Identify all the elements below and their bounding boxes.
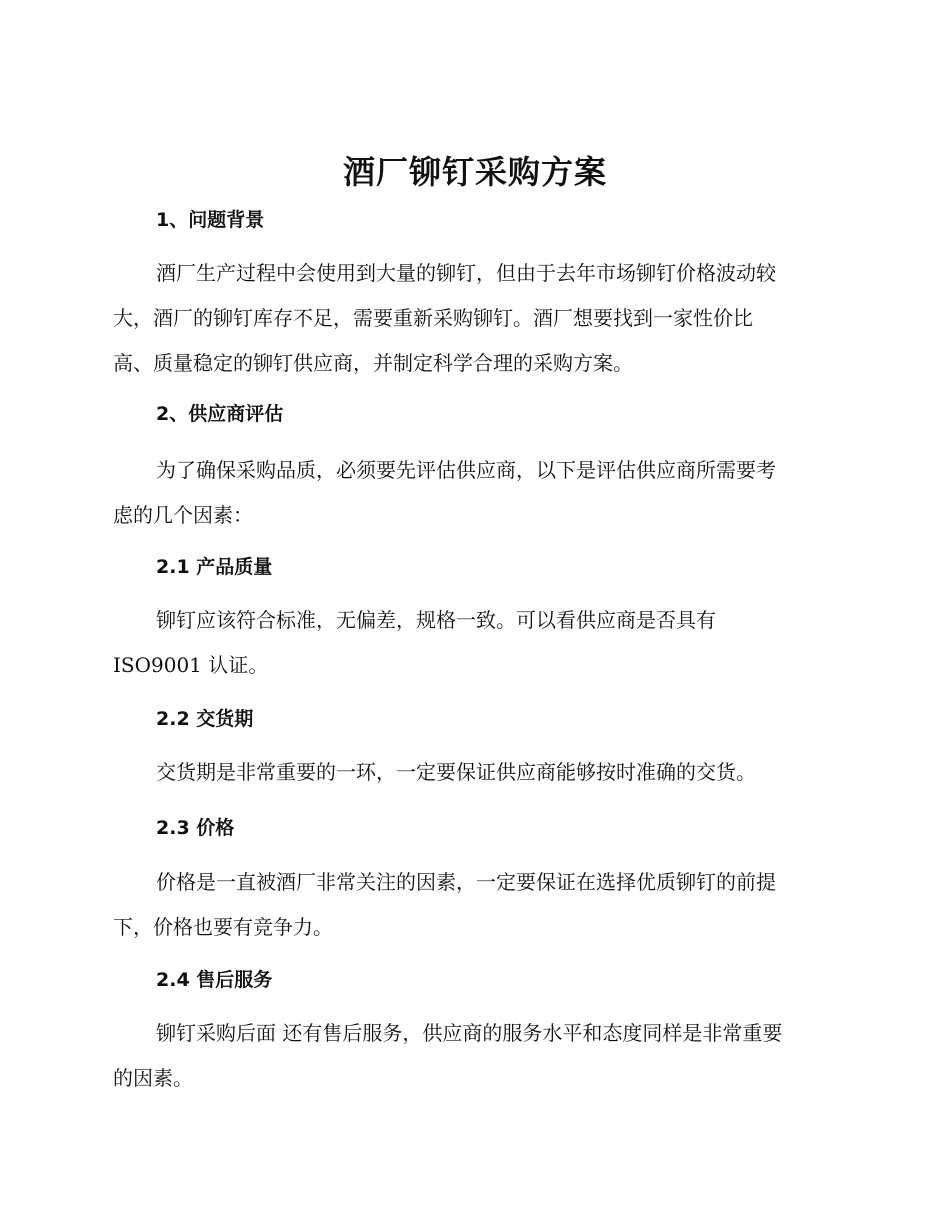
section-heading-problem-background: 1、问题背景	[156, 209, 265, 231]
paragraph-line: 酒厂生产过程中会使用到大量的铆钉，但由于去年市场铆钉价格波动较	[156, 261, 776, 285]
section-heading-supplier-evaluation: 2、供应商评估	[156, 403, 284, 425]
paragraph-line: 铆钉应该符合标准，无偏差，规格一致。可以看供应商是否具有	[156, 608, 716, 632]
paragraph-line: 铆钉采购后面 还有售后服务，供应商的服务水平和态度同样是非常重要	[156, 1021, 783, 1045]
paragraph-line: 为了确保采购品质，必须要先评估供应商，以下是评估供应商所需要考	[156, 458, 776, 482]
section-heading-delivery-time: 2.2 交货期	[156, 708, 254, 730]
paragraph-line: 大，酒厂的铆钉库存不足，需要重新采购铆钉。酒厂想要找到一家性价比	[113, 306, 753, 330]
section-paragraph-product-quality	[113, 598, 838, 688]
section-paragraph-price	[113, 860, 838, 950]
document-title: 酒厂铆钉采购方案	[342, 153, 607, 191]
section-paragraph-supplier-evaluation	[113, 448, 838, 538]
section-heading-product-quality: 2.1 产品质量	[156, 556, 273, 578]
paragraph-line: 高、质量稳定的铆钉供应商，并制定科学合理的采购方案。	[113, 351, 633, 375]
paragraph-line: ISO9001 认证。	[113, 653, 269, 677]
section-heading-after-sales: 2.4 售后服务	[156, 969, 273, 991]
section-heading-price: 2.3 价格	[156, 817, 235, 839]
paragraph-line: 的因素。	[113, 1066, 193, 1090]
paragraph-line: 虑的几个因素：	[113, 503, 253, 527]
section-paragraph-problem-background	[113, 251, 838, 386]
paragraph-line: 下，价格也要有竞争力。	[113, 915, 333, 939]
section-paragraph-after-sales	[113, 1011, 838, 1101]
section-paragraph-delivery-time	[113, 750, 838, 795]
paragraph-line: 交货期是非常重要的一环，一定要保证供应商能够按时准确的交货。	[156, 760, 756, 784]
paragraph-line: 价格是一直被酒厂非常关注的因素，一定要保证在选择优质铆钉的前提	[156, 870, 776, 894]
